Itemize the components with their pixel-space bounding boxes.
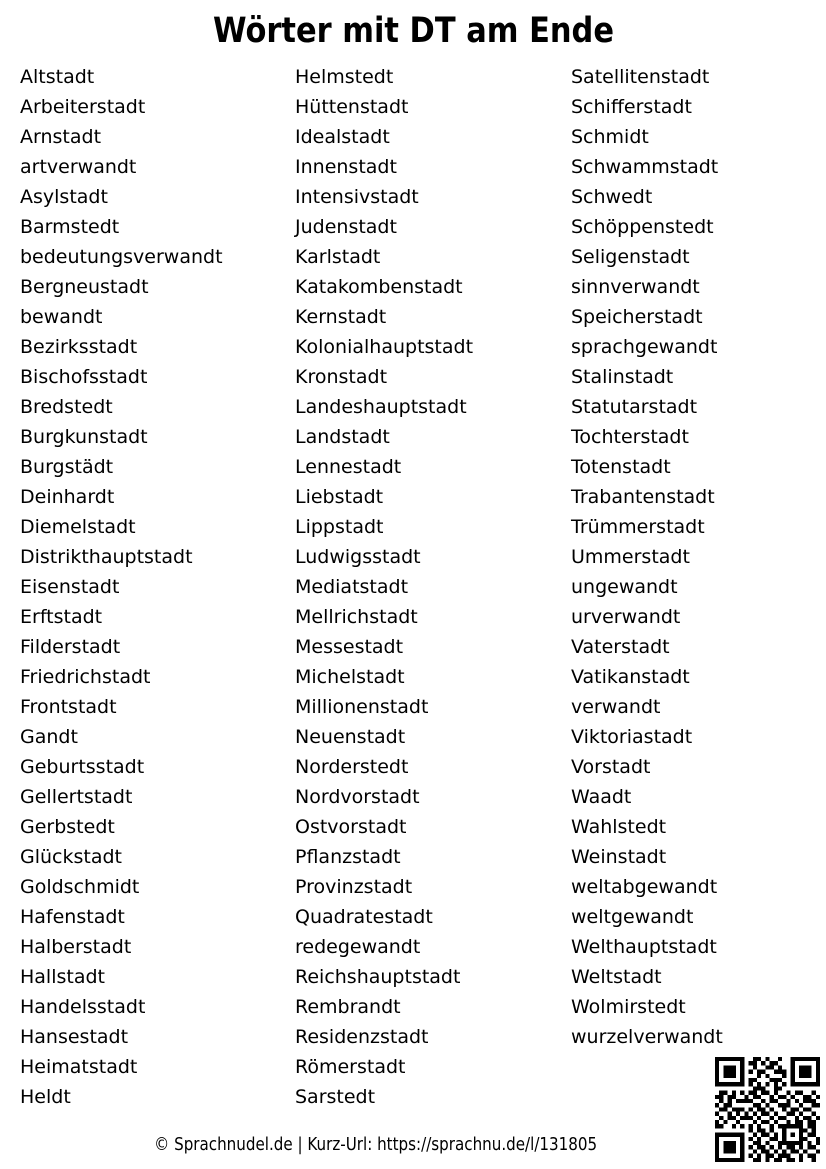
word-item: Weinstadt <box>571 846 667 868</box>
word-column-1 <box>20 62 295 1112</box>
word-item: Mediatstadt <box>295 576 409 598</box>
word-item: Satellitenstadt <box>571 66 710 88</box>
word-item: Goldschmidt <box>20 876 140 898</box>
word-item: Frontstadt <box>20 696 117 718</box>
word-item: Intensivstadt <box>295 186 419 208</box>
word-item: Deinhardt <box>20 486 115 508</box>
word-item: Heldt <box>20 1086 71 1108</box>
word-item: Arnstadt <box>20 126 102 148</box>
word-item: Weltstadt <box>571 966 662 988</box>
word-item: Viktoriastadt <box>571 726 693 748</box>
word-item: Nordvorstadt <box>295 786 420 808</box>
word-item: sprachgewandt <box>571 336 718 358</box>
word-item: Helmstedt <box>295 66 394 88</box>
word-item: Schmidt <box>571 126 649 148</box>
word-item: Michelstadt <box>295 666 405 688</box>
word-item: sinnverwandt <box>571 276 700 298</box>
word-item: Totenstadt <box>571 456 671 478</box>
word-item: Hallstadt <box>20 966 105 988</box>
word-item: Kronstadt <box>295 366 388 388</box>
word-item: Millionenstadt <box>295 696 429 718</box>
word-item: Schifferstadt <box>571 96 692 118</box>
word-item: Bischofsstadt <box>20 366 148 388</box>
word-item: Bezirksstadt <box>20 336 138 358</box>
word-item: Bergneustadt <box>20 276 149 298</box>
word-item: Lennestadt <box>295 456 402 478</box>
word-item: Schöppenstedt <box>571 216 714 238</box>
word-item: Ostvorstadt <box>295 816 407 838</box>
word-item: Halberstadt <box>20 936 132 958</box>
word-item: Vatikanstadt <box>571 666 690 688</box>
word-item: Trümmerstadt <box>571 516 705 538</box>
word-item: artverwandt <box>20 156 137 178</box>
word-item: weltabgewandt <box>571 876 718 898</box>
word-item: Rembrandt <box>295 996 401 1018</box>
word-item: Schwammstadt <box>571 156 719 178</box>
word-item: Trabantenstadt <box>571 486 715 508</box>
word-item: Asylstadt <box>20 186 108 208</box>
page-title-text: Wörter mit DT am Ende <box>212 11 614 51</box>
word-item: Residenzstadt <box>295 1026 429 1048</box>
word-item: Altstadt <box>20 66 95 88</box>
word-item: Karlstadt <box>295 246 381 268</box>
word-item: wurzelverwandt <box>571 1026 723 1048</box>
word-item: redegewandt <box>295 936 421 958</box>
word-item: Schwedt <box>571 186 653 208</box>
word-list <box>0 62 826 1112</box>
word-item: Innenstadt <box>295 156 397 178</box>
word-item: bewandt <box>20 306 103 328</box>
word-item: Messestadt <box>295 636 404 658</box>
word-column-3 <box>571 62 826 1112</box>
word-item: Bredstedt <box>20 396 113 418</box>
word-item: Norderstedt <box>295 756 409 778</box>
word-item: Gerbstedt <box>20 816 115 838</box>
word-item: Speicherstadt <box>571 306 703 328</box>
word-item: verwandt <box>571 696 661 718</box>
word-item: Ummerstadt <box>571 546 690 568</box>
word-item: Hansestadt <box>20 1026 129 1048</box>
word-item: Neuenstadt <box>295 726 406 748</box>
word-item: Vaterstadt <box>571 636 670 658</box>
word-item: Gandt <box>20 726 78 748</box>
word-item: Reichshauptstadt <box>295 966 461 988</box>
word-item: Ludwigsstadt <box>295 546 421 568</box>
word-item: Burgkunstadt <box>20 426 148 448</box>
word-item: Judenstadt <box>295 216 397 238</box>
word-item: Handelsstadt <box>20 996 146 1018</box>
word-item: Landeshauptstadt <box>295 396 467 418</box>
word-item: Kolonialhauptstadt <box>295 336 474 358</box>
qr-code-icon <box>715 1057 820 1162</box>
word-item: Glückstadt <box>20 846 122 868</box>
word-item: Mellrichstadt <box>295 606 418 628</box>
word-item: Lippstadt <box>295 516 384 538</box>
word-item: Diemelstadt <box>20 516 136 538</box>
word-item: Kernstadt <box>295 306 387 328</box>
word-item: Liebstadt <box>295 486 384 508</box>
word-item: ungewandt <box>571 576 678 598</box>
word-item: Tochterstadt <box>571 426 689 448</box>
word-item: Katakombenstadt <box>295 276 463 298</box>
word-column-2 <box>295 62 571 1112</box>
word-item: Idealstadt <box>295 126 390 148</box>
word-item: Barmstedt <box>20 216 120 238</box>
word-item: Sarstedt <box>295 1086 376 1108</box>
word-item: Statutarstadt <box>571 396 698 418</box>
page-title <box>0 0 826 49</box>
word-item: Pflanzstadt <box>295 846 401 868</box>
word-item: urverwandt <box>571 606 681 628</box>
word-item: Heimatstadt <box>20 1056 138 1078</box>
word-item: Eisenstadt <box>20 576 120 598</box>
word-item: Provinzstadt <box>295 876 413 898</box>
word-item: Vorstadt <box>571 756 651 778</box>
word-item: Stalinstadt <box>571 366 674 388</box>
word-item: Distrikthauptstadt <box>20 546 193 568</box>
word-item: Wolmirstedt <box>571 996 686 1018</box>
word-item: Gellertstadt <box>20 786 133 808</box>
word-item: Quadratestadt <box>295 906 433 928</box>
word-item: Geburtsstadt <box>20 756 145 778</box>
word-item: Erftstadt <box>20 606 103 628</box>
word-item: bedeutungsverwandt <box>20 246 223 268</box>
word-item: Landstadt <box>295 426 390 448</box>
word-item: Arbeiterstadt <box>20 96 146 118</box>
word-item: Wahlstedt <box>571 816 667 838</box>
word-item: Hafenstadt <box>20 906 125 928</box>
word-item: Seligenstadt <box>571 246 690 268</box>
footer <box>0 1134 826 1156</box>
word-item: Welthauptstadt <box>571 936 717 958</box>
word-item: Burgstädt <box>20 456 114 478</box>
word-item: Hüttenstadt <box>295 96 409 118</box>
word-item: Römerstadt <box>295 1056 406 1078</box>
footer-text: © Sprachnudel.de | Kurz-Url: https://sprachnu.de/l/131805 <box>154 1134 598 1155</box>
word-item: Waadt <box>571 786 632 808</box>
word-item: Filderstadt <box>20 636 121 658</box>
word-item: weltgewandt <box>571 906 694 928</box>
word-item: Friedrichstadt <box>20 666 151 688</box>
